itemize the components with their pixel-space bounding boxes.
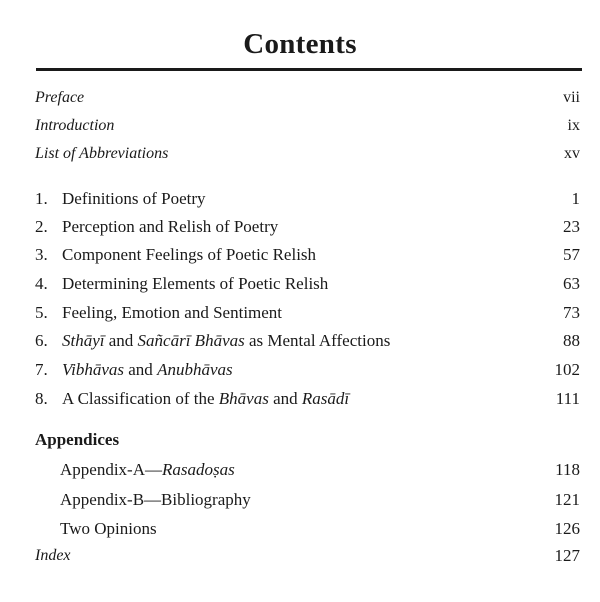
appendix-title [60,517,157,541]
chapter-title [62,358,233,382]
chapter-title [62,301,282,325]
appendices-heading: Appendices [35,430,120,449]
text-segment: and [268,389,302,408]
toc-entry-page: 1 [571,189,580,208]
chapter-title [62,272,328,296]
text-segment: A Classification of the [62,389,219,408]
italic-term: Rasādī [301,389,350,408]
chapter-number: 6. [35,331,48,350]
toc-chapter-row[interactable] [0,329,600,353]
chapter-title [62,329,390,353]
toc-entry-page: 121 [554,490,580,509]
text-segment: as Mental Affections [244,331,391,350]
text-segment: Appendix-B—Bibliography [60,490,251,509]
chapter-number: 5. [35,303,48,322]
toc-appendix-row[interactable] [0,488,600,512]
text-segment: and [124,360,158,379]
toc-entry-preface[interactable] [0,86,600,110]
toc-entry-page: 127 [554,546,580,565]
toc-chapter-row[interactable] [0,243,600,267]
toc-entry-page: 57 [563,245,580,264]
toc-entry-page: ix [567,117,580,134]
toc-entry-introduction[interactable] [0,114,600,138]
text-segment: Definitions of Poetry [62,189,206,208]
toc-chapter-row[interactable] [0,387,600,411]
title-rule [36,68,582,71]
toc-entry-label: List of Abbreviations [35,145,169,162]
toc-chapter-row[interactable] [0,358,600,382]
toc-appendix-row[interactable] [0,517,600,541]
toc-entry-page: 23 [563,217,580,236]
text-segment: Feeling, Emotion and Sentiment [62,303,283,322]
text-segment: Appendix-A— [60,460,162,479]
italic-term: Bhāvas [218,389,269,408]
toc-entry-page: 88 [563,331,580,350]
italic-term: Sthāyī [62,331,105,350]
toc-entry-label: Index [35,547,71,564]
chapter-number: 3. [35,245,48,264]
italic-term: Anubhāvas [157,360,233,379]
appendix-title [60,458,235,482]
toc-entry-list-of-abbreviations[interactable] [0,142,600,166]
toc-chapter-row[interactable] [0,215,600,239]
toc-entry-page: 118 [555,460,580,479]
italic-term: Vibhāvas [62,360,125,379]
page-title: Contents [243,28,357,60]
toc-entry-page: 126 [554,519,580,538]
text-segment: Determining Elements of Poetic Relish [62,274,329,293]
toc-appendix-row[interactable] [0,458,600,482]
chapter-title [62,215,278,239]
text-segment: Perception and Relish of Poetry [62,217,279,236]
chapter-title [62,387,349,411]
toc-entry-page: 102 [554,360,580,379]
chapter-number: 7. [35,360,48,379]
chapter-number: 4. [35,274,48,293]
chapter-title [62,243,316,267]
appendix-title [60,488,251,512]
toc-entry-page: 111 [555,389,580,408]
toc-chapter-row[interactable] [0,187,600,211]
toc-entry-label: Introduction [35,117,115,134]
toc-chapter-row[interactable] [0,301,600,325]
chapter-number: 1. [35,189,48,208]
text-segment: Component Feelings of Poetic Relish [62,245,317,264]
appendices-heading-row [0,428,600,452]
chapter-number: 8. [35,389,48,408]
toc-chapter-row[interactable] [0,272,600,296]
italic-term: Sañcārī Bhāvas [137,331,245,350]
toc-entry-index[interactable] [0,544,600,568]
toc-entry-page: 63 [563,274,580,293]
toc-entry-page: xv [564,145,580,162]
chapter-number: 2. [35,217,48,236]
text-segment: Two Opinions [60,519,157,538]
toc-entry-label: Preface [35,89,85,106]
text-segment: and [104,331,138,350]
toc-entry-page: vii [563,89,580,106]
italic-term: Rasadoṣas [161,460,235,479]
chapter-title [62,187,206,211]
toc-entry-page: 73 [563,303,580,322]
